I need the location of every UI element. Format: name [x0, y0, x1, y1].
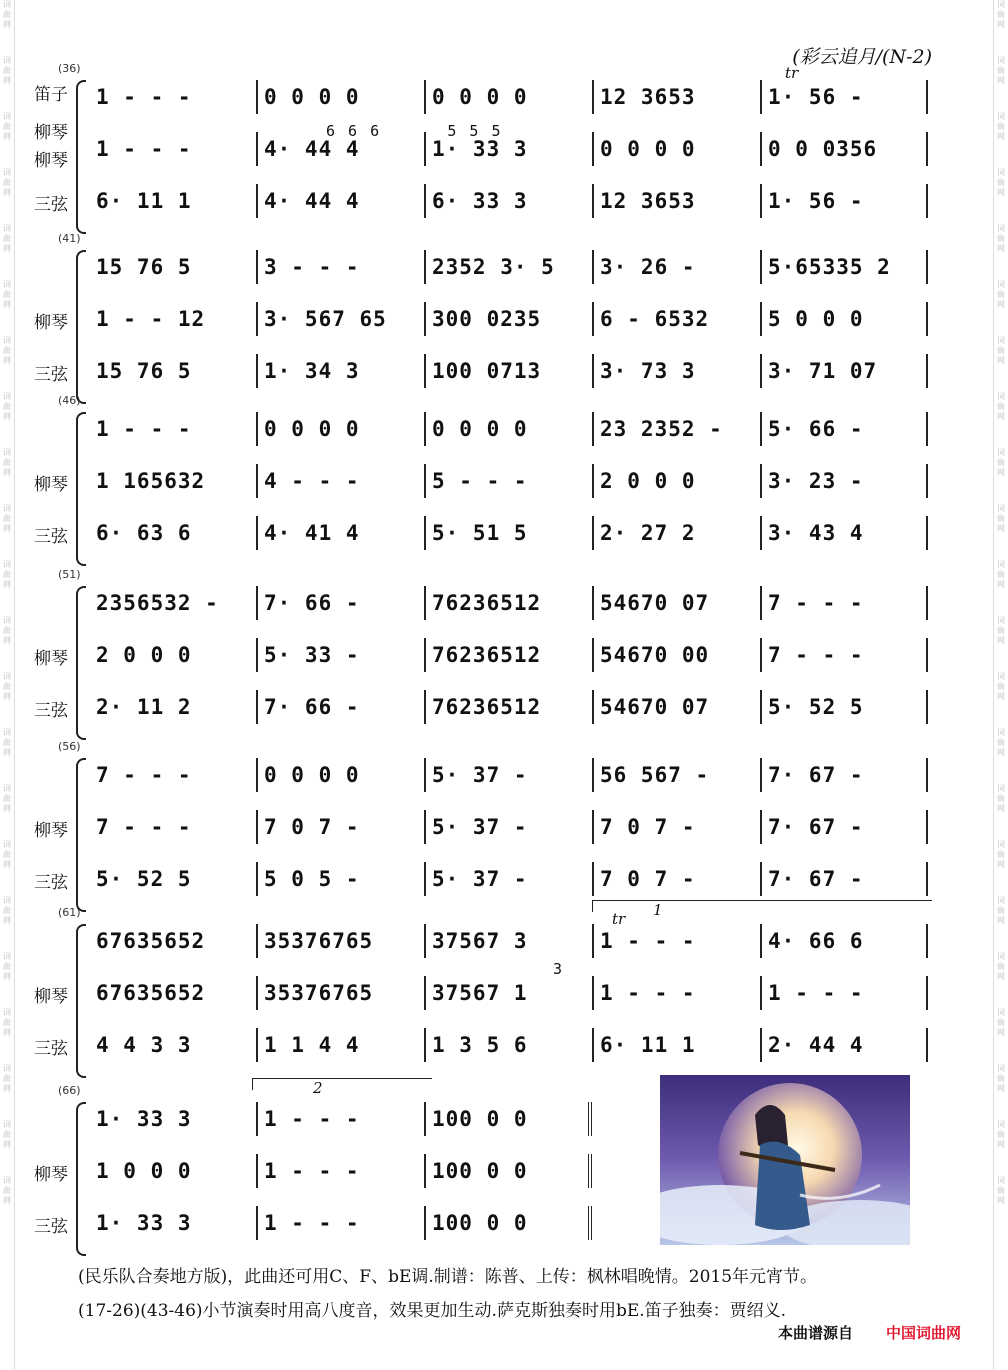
- staff-row: [94, 862, 934, 896]
- measure: 76236512: [424, 638, 592, 672]
- score-title: (彩云追月/(N-2): [792, 46, 932, 68]
- part-label: 三弦: [34, 365, 68, 385]
- staff-row: [94, 1028, 934, 1062]
- watermark-char: 词 曲 网: [3, 0, 11, 29]
- watermark-char: 词 曲 网: [997, 280, 1005, 309]
- watermark-char: 词 曲 网: [997, 224, 1005, 253]
- measure: 5· 66 -: [760, 412, 928, 446]
- measure: 100 0713: [424, 354, 592, 388]
- watermark-char: 词 曲 网: [997, 1064, 1005, 1093]
- part-label: 三弦: [34, 527, 68, 547]
- footer-note-2: (17-26)(43-46)小节演奏时用高八度音，效果更加生动.萨克斯独奏时用bE.笛子独奏：贾绍义.: [78, 1301, 787, 1321]
- watermark-char: 词 曲 网: [3, 728, 11, 757]
- watermark-char: 词 曲 网: [3, 840, 11, 869]
- footer-note-1: (民乐队合奏地方版)，此曲还可用C、F、bE调.制谱：陈普、上传：枫林唱晚情。2015年元宵节。: [78, 1267, 818, 1287]
- measure: 3· 23 -: [760, 464, 928, 498]
- measure: 1 1 4 4: [256, 1028, 424, 1062]
- watermark-char: 词 曲 网: [997, 112, 1005, 141]
- measure: 1 165632: [96, 469, 206, 493]
- measure: 4· 44 4: [256, 132, 424, 166]
- measure: 35376765: [256, 924, 424, 958]
- measure-number: (66): [58, 1084, 81, 1097]
- measure: 3· 26 -: [592, 250, 760, 284]
- watermark-char: 词 曲 网: [3, 616, 11, 645]
- staff-row: [94, 80, 934, 114]
- watermark-char: 词 曲 网: [997, 0, 1005, 29]
- measure: 15 76 5: [96, 255, 192, 279]
- watermark-char: 词 曲 网: [3, 952, 11, 981]
- measure: 37567 1: [424, 976, 592, 1010]
- watermark-char: 词 曲 网: [997, 1120, 1005, 1149]
- measure: 3· 43 4: [760, 516, 928, 550]
- measure: 0 0 0 0: [592, 132, 760, 166]
- measure: 0 0 0 0: [424, 412, 592, 446]
- measure: 5·65335 2: [760, 250, 928, 284]
- measure: 4· 66 6: [760, 924, 928, 958]
- measure: 7· 67 -: [760, 862, 928, 896]
- measure: 1· 33 3: [96, 1107, 192, 1131]
- measure: 2· 27 2: [592, 516, 760, 550]
- staff-row: [94, 976, 934, 1010]
- chord-notes: 3: [553, 960, 565, 978]
- watermark-char: 词 曲 网: [997, 560, 1005, 589]
- measure: 2 0 0 0: [96, 643, 192, 667]
- measure: 100 0 0: [424, 1206, 592, 1240]
- staff-row: [94, 586, 934, 620]
- staff-row: [94, 250, 934, 284]
- measure: 0 0 0 0: [256, 758, 424, 792]
- staff-row: [94, 354, 934, 388]
- measure: 0 0 0 0: [256, 80, 424, 114]
- measure: 5 - - -: [424, 464, 592, 498]
- measure: 7 - - -: [96, 763, 192, 787]
- watermark-char: 词 曲 网: [3, 1008, 11, 1037]
- measure: 6· 11 1: [592, 1028, 760, 1062]
- measure: 6· 63 6: [96, 521, 192, 545]
- measure: 2356532 -: [96, 591, 219, 615]
- watermark-char: 词 曲 网: [3, 1120, 11, 1149]
- measure: 56 567 -: [592, 758, 760, 792]
- measure-number: (61): [58, 906, 81, 919]
- part-label: 三弦: [34, 195, 68, 215]
- staff-row: [94, 302, 934, 336]
- site-name-link[interactable]: 中国词曲网: [886, 1324, 962, 1342]
- measure: 7· 66 -: [256, 690, 424, 724]
- watermark-char: 词 曲 网: [3, 784, 11, 813]
- watermark-char: 词 曲 网: [997, 728, 1005, 757]
- system-bracket: [76, 412, 86, 566]
- measure: 7 - - -: [760, 638, 928, 672]
- measure: 1 - - -: [256, 1102, 424, 1136]
- system-bracket: [76, 924, 86, 1078]
- measure: 0 0 0356: [760, 132, 928, 166]
- measure: 6 - 6532: [592, 302, 760, 336]
- measure: 1 - - -: [96, 85, 192, 109]
- staff-row: [94, 464, 934, 498]
- measure: 7· 67 -: [760, 810, 928, 844]
- measure: 1· 56 -: [760, 184, 928, 218]
- measure: 1 0 0 0: [96, 1159, 192, 1183]
- chord-notes: 6 6 6 5 5 5: [326, 122, 503, 140]
- measure: 0 0 0 0: [256, 412, 424, 446]
- watermark-char: 词 曲 网: [997, 616, 1005, 645]
- staff-row: [94, 638, 934, 672]
- watermark-char: 词 曲 网: [3, 1176, 11, 1205]
- measure: 5· 52 5: [96, 867, 192, 891]
- watermark-char: 词 曲 网: [3, 560, 11, 589]
- measure: 1 - - -: [592, 976, 760, 1010]
- watermark-char: 词 曲 网: [997, 1176, 1005, 1205]
- staff-row: [94, 690, 934, 724]
- measure-number: (51): [58, 568, 81, 581]
- watermark-char: 词 曲 网: [997, 504, 1005, 533]
- measure: 15 76 5: [96, 359, 192, 383]
- measure: 5· 37 -: [424, 862, 592, 896]
- measure: 12 3653: [592, 80, 760, 114]
- measure-number: (56): [58, 740, 81, 753]
- part-label: 柳琴: [34, 151, 68, 171]
- measure: 7 0 7 -: [592, 810, 760, 844]
- part-label: 柳琴: [34, 987, 68, 1007]
- part-label: 三弦: [34, 873, 68, 893]
- measure: 1 - - -: [256, 1206, 424, 1240]
- measure-number: (46): [58, 394, 81, 407]
- measure: 0 0 0 0: [424, 80, 592, 114]
- measure: 7 - - -: [96, 815, 192, 839]
- part-label: 柳琴: [34, 1165, 68, 1185]
- measure: 76236512: [424, 586, 592, 620]
- watermark-char: 词 曲 网: [3, 168, 11, 197]
- measure: 4 4 3 3: [96, 1033, 192, 1057]
- measure: 6· 33 3: [424, 184, 592, 218]
- volta-bracket: 1: [592, 900, 932, 912]
- watermark-char: 词 曲 网: [997, 840, 1005, 869]
- measure: 1 - - -: [256, 1154, 424, 1188]
- left-margin-watermark: [0, 0, 15, 1370]
- staff-row: [94, 810, 934, 844]
- measure: 23 2352 -: [592, 412, 760, 446]
- measure: 3· 71 07: [760, 354, 928, 388]
- measure: 5· 52 5: [760, 690, 928, 724]
- measure: 2352 3· 5: [424, 250, 592, 284]
- watermark-char: 词 曲 网: [3, 448, 11, 477]
- watermark-char: 词 曲 网: [997, 448, 1005, 477]
- watermark-char: 词 曲 网: [3, 504, 11, 533]
- part-label: 柳琴: [34, 649, 68, 669]
- measure: 6· 11 1: [96, 189, 192, 213]
- watermark-char: 词 曲 网: [3, 336, 11, 365]
- measure: 5 0 0 0: [760, 302, 928, 336]
- measure: 5· 37 -: [424, 810, 592, 844]
- measure: 5 0 5 -: [256, 862, 424, 896]
- part-label: 柳琴: [34, 821, 68, 841]
- measure: 5· 37 -: [424, 758, 592, 792]
- watermark-char: 词 曲 网: [3, 112, 11, 141]
- source-label: 本曲谱源自: [778, 1324, 854, 1342]
- watermark-char: 词 曲 网: [997, 336, 1005, 365]
- flute-player-image: [660, 1075, 910, 1245]
- system-bracket: [76, 80, 86, 234]
- watermark-char: 词 曲 网: [997, 168, 1005, 197]
- system-bracket: [76, 586, 86, 740]
- watermark-char: 词 曲 网: [3, 896, 11, 925]
- measure: 7· 66 -: [256, 586, 424, 620]
- measure: 12 3653: [592, 184, 760, 218]
- measure: 100 0 0: [424, 1102, 592, 1136]
- measure: 7· 67 -: [760, 758, 928, 792]
- measure: 54670 07: [592, 690, 760, 724]
- system-bracket: [76, 1102, 86, 1256]
- measure: 54670 07: [592, 586, 760, 620]
- watermark-char: 词 曲 网: [3, 280, 11, 309]
- watermark-char: 词 曲 网: [997, 672, 1005, 701]
- measure-number: (41): [58, 232, 81, 245]
- measure: 4· 44 4: [256, 184, 424, 218]
- measure: 5· 51 5: [424, 516, 592, 550]
- staff-row: [94, 924, 934, 958]
- staff-row: [94, 516, 934, 550]
- measure: 300 0235: [424, 302, 592, 336]
- watermark-char: 词 曲 网: [997, 896, 1005, 925]
- measure: 1· 34 3: [256, 354, 424, 388]
- watermark-char: 词 曲 网: [997, 56, 1005, 85]
- measure: 7 - - -: [760, 586, 928, 620]
- measure: 7 0 7 -: [592, 862, 760, 896]
- measure: 67635652: [96, 981, 206, 1005]
- measure: 1· 33 3: [424, 132, 592, 166]
- measure: 2· 44 4: [760, 1028, 928, 1062]
- system-bracket: [76, 758, 86, 912]
- measure: 1 - - 12: [96, 307, 206, 331]
- measure: 2· 11 2: [96, 695, 192, 719]
- part-label: 柳琴: [34, 123, 68, 143]
- volta-bracket: 2: [252, 1078, 432, 1090]
- measure: 4 - - -: [256, 464, 424, 498]
- measure: 35376765: [256, 976, 424, 1010]
- measure: 1 - - -: [96, 137, 192, 161]
- measure: 1· 33 3: [96, 1211, 192, 1235]
- watermark-char: 词 曲 网: [997, 784, 1005, 813]
- trill-mark: tr: [785, 64, 799, 82]
- part-label: 笛子: [34, 85, 68, 105]
- measure: 67635652: [96, 929, 206, 953]
- measure: 4· 41 4: [256, 516, 424, 550]
- measure: 1· 56 -: [760, 80, 928, 114]
- trill-mark: tr: [612, 910, 626, 928]
- measure: 54670 00: [592, 638, 760, 672]
- watermark-char: 词 曲 网: [3, 392, 11, 421]
- staff-row: [94, 412, 934, 446]
- measure: 3· 73 3: [592, 354, 760, 388]
- part-label: 柳琴: [34, 475, 68, 495]
- watermark-char: 词 曲 网: [997, 392, 1005, 421]
- watermark-char: 词 曲 网: [3, 672, 11, 701]
- measure: 3 - - -: [256, 250, 424, 284]
- measure: 5· 33 -: [256, 638, 424, 672]
- measure: 1 - - -: [592, 924, 760, 958]
- watermark-char: 词 曲 网: [997, 1008, 1005, 1037]
- measure: 1 3 5 6: [424, 1028, 592, 1062]
- right-margin-watermark: [993, 0, 1008, 1370]
- watermark-char: 词 曲 网: [3, 1064, 11, 1093]
- measure: 7 0 7 -: [256, 810, 424, 844]
- watermark-char: 词 曲 网: [3, 224, 11, 253]
- watermark-char: 词 曲 网: [3, 56, 11, 85]
- system-bracket: [76, 250, 86, 404]
- measure-number: (36): [58, 62, 81, 75]
- measure: 100 0 0: [424, 1154, 592, 1188]
- part-label: 三弦: [34, 1217, 68, 1237]
- watermark-char: 词 曲 网: [997, 952, 1005, 981]
- measure: 1 - - -: [96, 417, 192, 441]
- part-label: 柳琴: [34, 313, 68, 333]
- measure: 2 0 0 0: [592, 464, 760, 498]
- staff-row: [94, 184, 934, 218]
- staff-row: [94, 758, 934, 792]
- measure: 37567 3: [424, 924, 592, 958]
- measure: 3· 567 65: [256, 302, 424, 336]
- staff-row: [94, 132, 934, 166]
- measure: 1 - - -: [760, 976, 928, 1010]
- part-label: 三弦: [34, 1039, 68, 1059]
- part-label: 三弦: [34, 701, 68, 721]
- measure: 76236512: [424, 690, 592, 724]
